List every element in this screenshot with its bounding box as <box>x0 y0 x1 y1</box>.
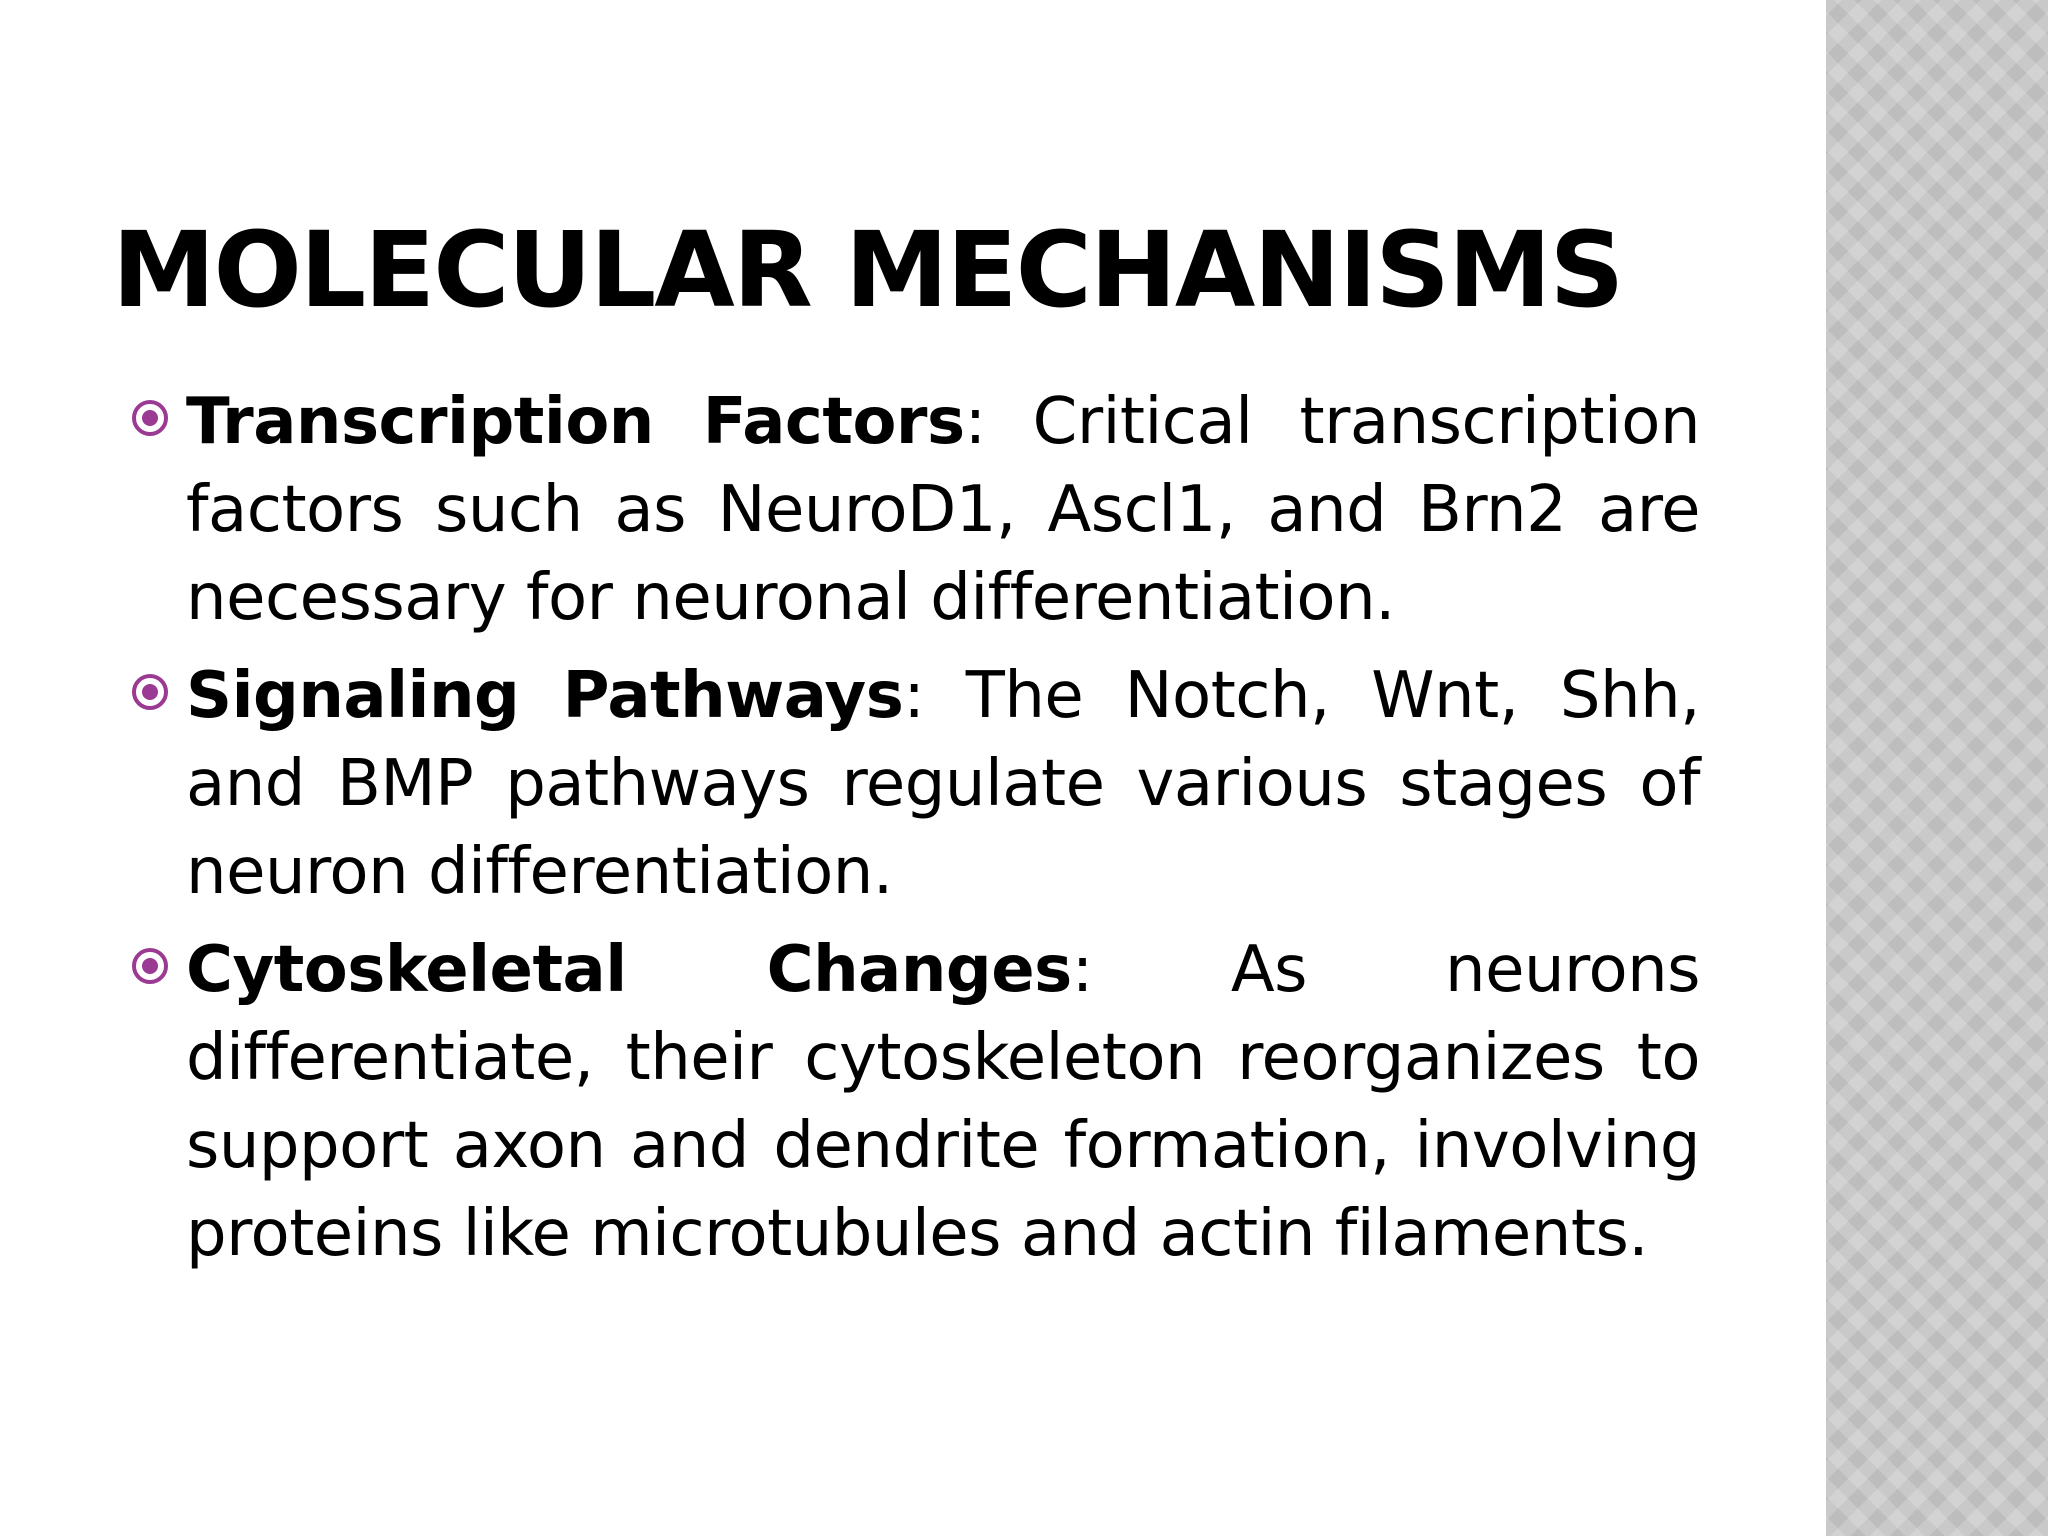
bullet-item-signaling-pathways <box>130 652 1700 916</box>
bullet-text: As neurons differentiate, their cytoskeleton reorganizes to support axon and dendrite formation, involving proteins like microtubules and actin filaments. <box>186 933 1701 1271</box>
bullet-item-transcription-factors <box>130 378 1700 642</box>
bullet-list <box>130 378 1700 1288</box>
circle-target-icon <box>130 398 170 438</box>
bullet-term: Transcription Factors <box>186 385 965 459</box>
decorative-side-panel <box>1826 0 2048 1536</box>
bullet-separator: : <box>903 659 925 733</box>
bullet-text: The Notch, Wnt, Shh, and BMP pathways regulate various stages of neuron differentiation. <box>186 659 1701 909</box>
bullet-separator: : <box>1071 933 1093 1007</box>
circle-target-icon <box>130 672 170 712</box>
bullet-separator: : <box>964 385 986 459</box>
circle-target-icon <box>130 946 170 986</box>
bullet-text: Critical transcription factors such as NeuroD1, Ascl1, and Brn2 are necessary for neuronal differentiation. <box>186 385 1701 635</box>
slide-title: MOLECULAR MECHANISMS <box>112 209 1623 331</box>
bullet-term: Signaling Pathways <box>186 659 904 733</box>
bullet-item-cytoskeletal-changes <box>130 926 1700 1278</box>
bullet-term: Cytoskeletal Changes <box>186 933 1072 1007</box>
